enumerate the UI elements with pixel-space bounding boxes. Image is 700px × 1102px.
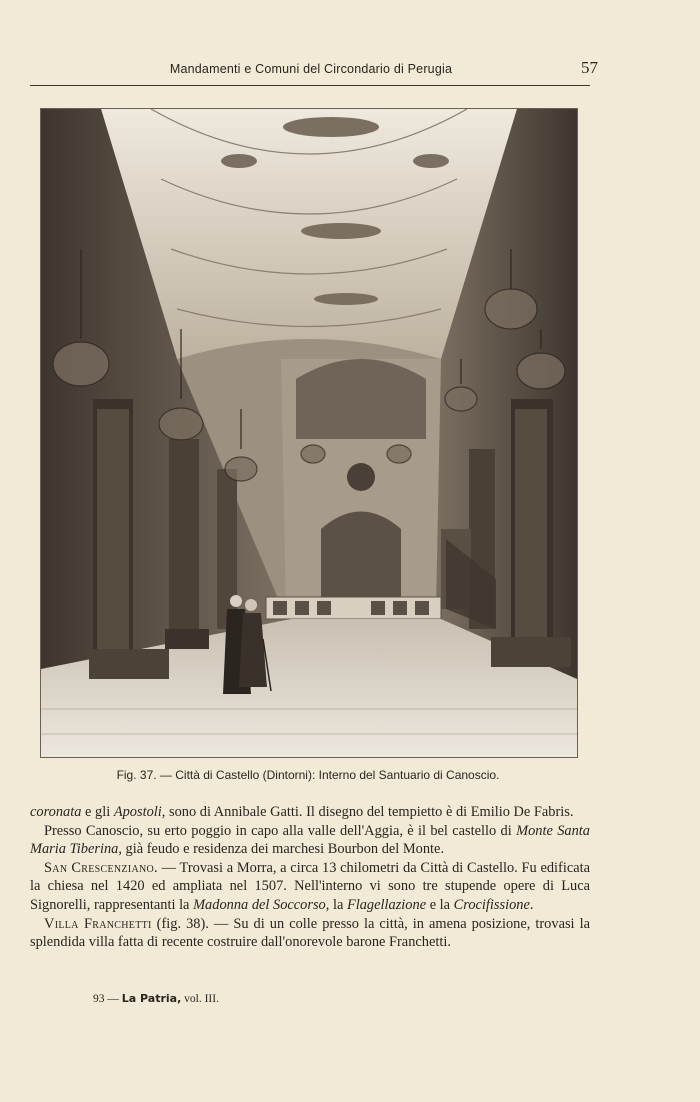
text-run: , già feudo e residenza dei marchesi Bourbon del Monte. [118, 841, 445, 858]
page-footer [93, 992, 219, 1005]
text-run: Presso Canoscio, su erto poggio in capo alla valle dell'Aggia, è il bel castello di [44, 822, 517, 839]
running-title: Mandamenti e Comuni del Circondario di Perugia [169, 62, 453, 76]
italic-text: Monte Santa Maria Tiberina [30, 822, 590, 858]
text-run: . [529, 896, 534, 913]
body-text [30, 803, 590, 952]
running-head [30, 56, 592, 86]
volume-label: vol. III. [184, 993, 219, 1005]
paragraph-3 [30, 859, 590, 915]
signature-mark: 93 — [93, 993, 119, 1005]
apse-curtain [296, 359, 426, 439]
church-interior-illustration [41, 109, 577, 757]
text-run: e gli [81, 804, 114, 820]
paragraph-1 [30, 803, 590, 822]
text-run: e la [426, 896, 454, 913]
text-run: , sono di Annibale Gatti. Il disegno del tempietto è di Emilio De Fabris. [161, 804, 574, 820]
italic-text: coronata [30, 804, 82, 820]
italic-text: Flagellazione [346, 896, 427, 913]
section-heading: San Crescenziano. [44, 859, 158, 876]
figure-engraving [40, 108, 578, 758]
text-run: (fig. 38). — Su di un colle presso la città, in amena posizione, trovasi la splendida villa fatta di recente costruire dall'onorevole barone Franchetti. [30, 915, 590, 951]
italic-text: Madonna del Soccorso [193, 896, 326, 913]
italic-text: Crocifissione [453, 896, 530, 913]
altar-arch [321, 512, 401, 610]
figure-caption: Fig. 37. — Città di Castello (Dintorni): Interno del Santuario di Canoscio. [116, 768, 500, 782]
text-run: , la [325, 896, 347, 913]
text-run: — Trovasi a Morra, a circa 13 chilometri da Città di Castello. Fu edificata la chiesa nel 1420 ed ampliata nel 1507. Nell'interno vi sono tre stupende opere di Luca Signorelli, rappresentanti la [30, 859, 590, 913]
italic-text: Apostoli [113, 804, 162, 820]
header-rule [30, 85, 590, 86]
altar-emblem [347, 463, 375, 491]
paragraph-2 [30, 822, 590, 859]
section-heading: Villa Franchetti [44, 915, 152, 932]
page-number: 57 [581, 58, 598, 77]
balustrade [266, 597, 441, 619]
paragraph-4 [30, 915, 590, 952]
publication-title: La Patria, [121, 992, 182, 1005]
